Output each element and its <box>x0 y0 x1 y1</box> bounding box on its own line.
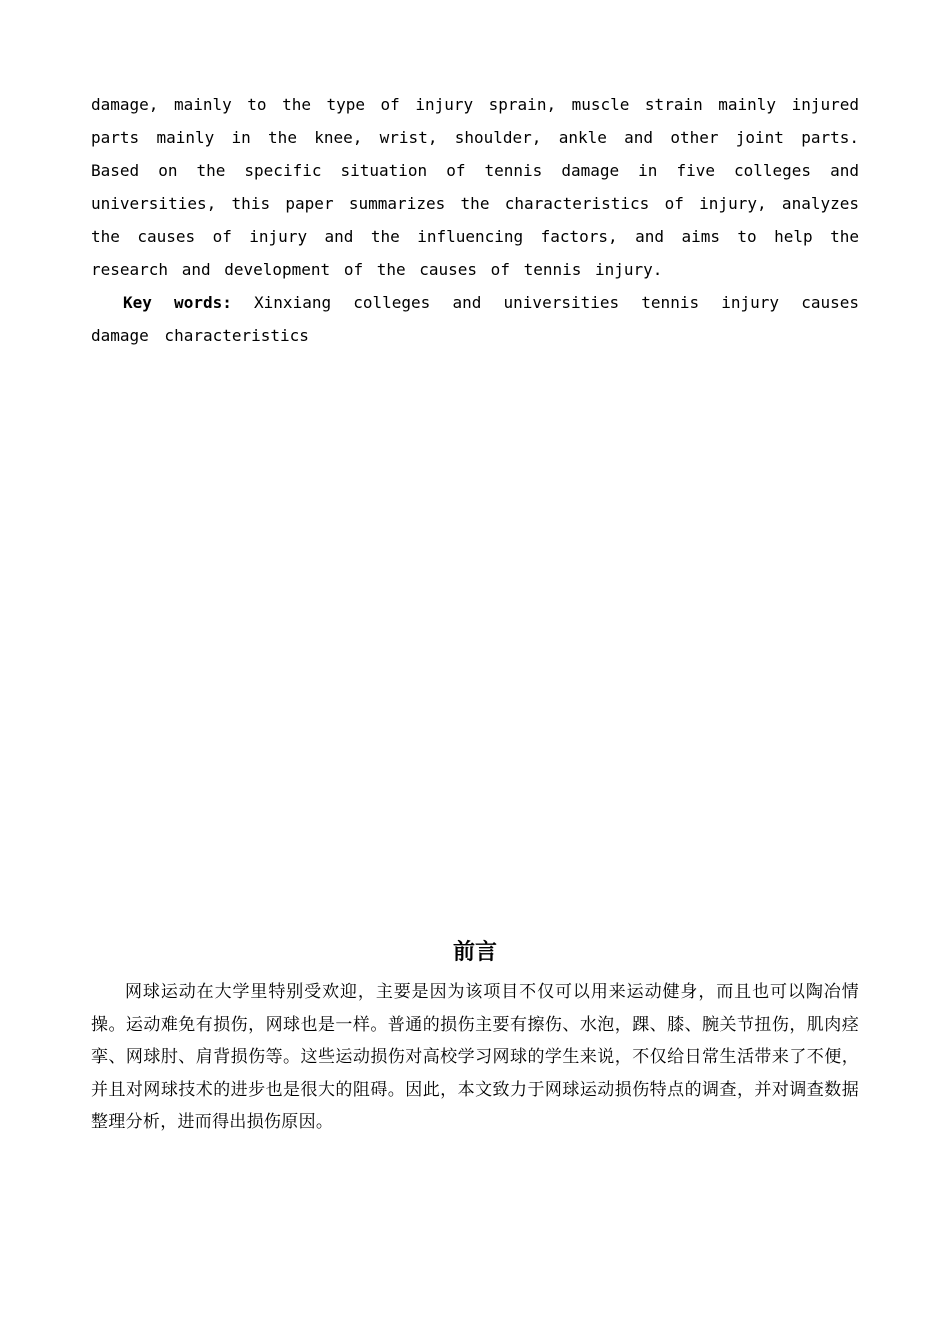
keywords-text: Xinxiang colleges and universities tennis injury causes damage characteristics <box>91 293 859 345</box>
preface-heading: 前言 <box>452 940 497 965</box>
keywords-line <box>91 286 859 352</box>
keywords-label: Key words: <box>123 293 232 312</box>
english-abstract <box>91 88 859 352</box>
preface-paragraph: 网球运动在大学里特别受欢迎，主要是因为该项目不仅可以用来运动健身，而且也可以陶冶情操。运动难免有损伤，网球也是一样。普通的损伤主要有擦伤、水泡，踝、膝、腕关节扭伤，肌肉痉挛、网球肘、肩背损伤等。这些运动损伤对高校学习网球的学生来说，不仅给日常生活带来了不便，并且对网球技术的进步也是很大的阻碍。因此，本文致力于网球运动损伤特点的调查，并对调查数据整理分析，进而得出损伤原因。 <box>91 982 859 1132</box>
abstract-paragraph: damage, mainly to the type of injury sprain, muscle strain mainly injured parts mainly in the knee, wrist, shoulder, ankle and other joint parts. Based on the specific situation of tennis damage in five colleges and universities, this paper summarizes the characteristics of injury, analyzes the causes of injury and the influencing factors, and aims to help the research and development of the causes of tennis injury. <box>91 95 859 279</box>
